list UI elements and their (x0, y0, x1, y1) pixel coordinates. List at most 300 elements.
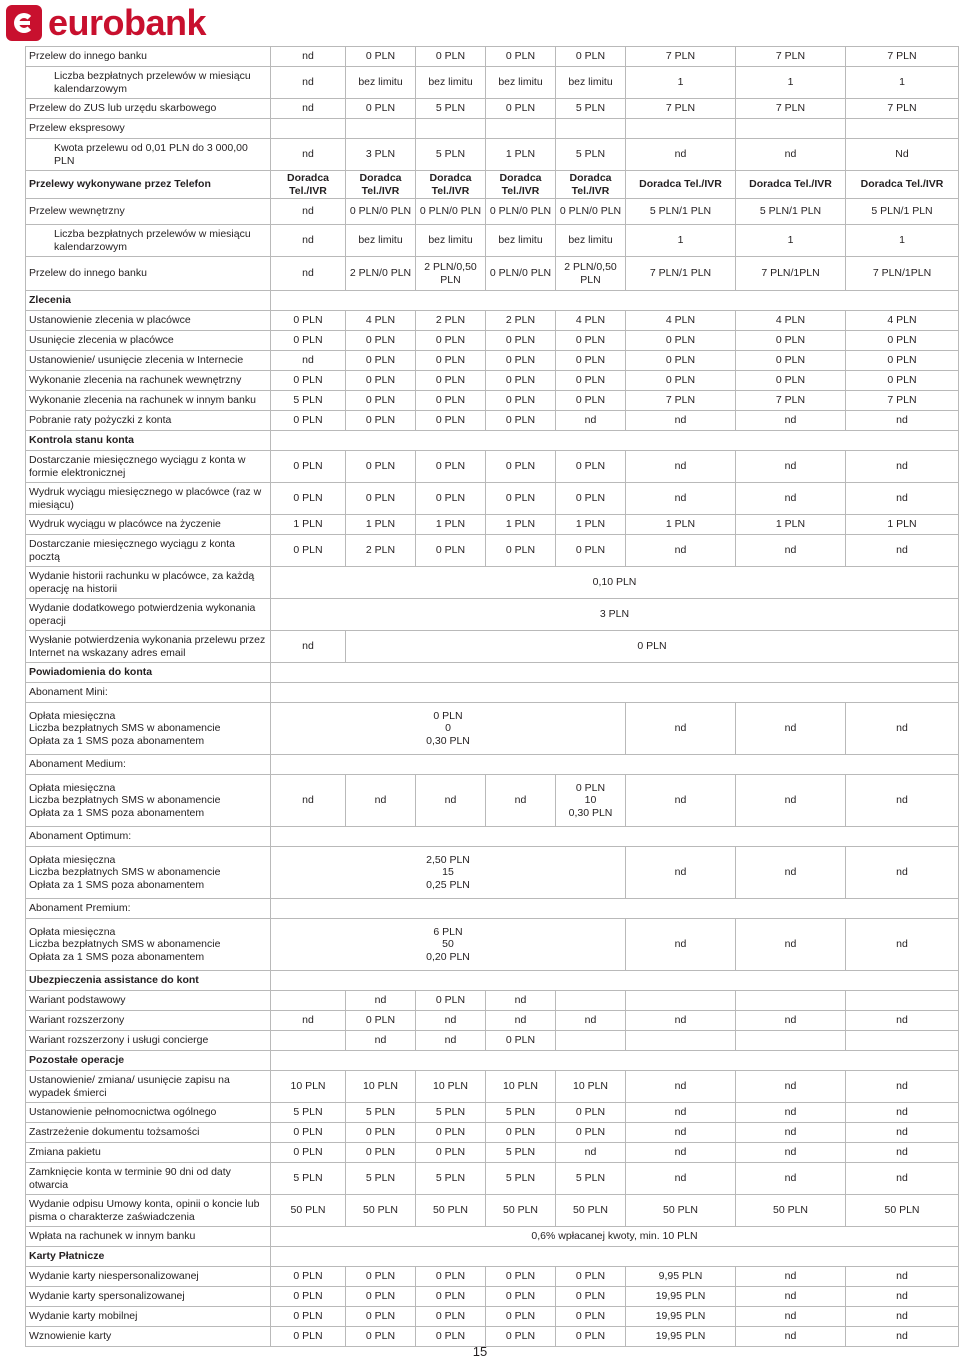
fee-cell: nd (626, 703, 736, 755)
table-row (26, 1163, 959, 1195)
row-label: Wariant rozszerzony i usługi concierge (26, 1031, 271, 1051)
table-row (26, 1287, 959, 1307)
fee-cell: 0,10 PLN (271, 567, 959, 599)
fee-cell: 0 PLN (486, 451, 556, 483)
fee-cell: 0 PLN (416, 535, 486, 567)
row-label: Przelew do ZUS lub urzędu skarbowego (26, 99, 271, 119)
fee-cell: 0 PLN (846, 371, 959, 391)
fee-cell: nd (736, 1071, 846, 1103)
table-row (26, 391, 959, 411)
fee-cell: 10 PLN (486, 1071, 556, 1103)
fee-cell: 5 PLN (271, 391, 346, 411)
row-label: Usunięcie zlecenia w placówce (26, 331, 271, 351)
empty-cell (271, 971, 959, 991)
row-label: Liczba bezpłatnych przelewów w miesiącu kalendarzowym (26, 67, 271, 99)
fee-cell: 1 (846, 67, 959, 99)
row-label: Abonament Medium: (26, 755, 271, 775)
fee-cell: 0 PLN (416, 411, 486, 431)
fee-cell: nd (846, 1103, 959, 1123)
row-label: Abonament Mini: (26, 683, 271, 703)
section-heading: Pozostałe operacje (26, 1051, 271, 1071)
fee-cell: 0 PLN (486, 1307, 556, 1327)
fee-cell: nd (736, 1287, 846, 1307)
fee-cell: 0 PLN (346, 391, 416, 411)
fee-cell: 0 PLN (346, 331, 416, 351)
row-label: Kwota przelewu od 0,01 PLN do 3 000,00 PLN (26, 139, 271, 171)
fee-cell: 0 PLN (486, 351, 556, 371)
fee-cell: 50 PLN (486, 1195, 556, 1227)
empty-cell (556, 1031, 626, 1051)
brand-logo (6, 4, 206, 42)
fee-cell: 0 PLN (346, 1123, 416, 1143)
fee-cell: 0 PLN (271, 1143, 346, 1163)
fee-cell: 5 PLN/1 PLN (736, 199, 846, 225)
table-row (26, 411, 959, 431)
fee-cell: 50 PLN (736, 1195, 846, 1227)
fee-cell: 0 PLN (486, 1287, 556, 1307)
fee-cell: 0 PLN (271, 1267, 346, 1287)
fee-cell: nd (271, 139, 346, 171)
row-label: Pobranie raty pożyczki z konta (26, 411, 271, 431)
row-label: Opłata miesięczna Liczba bezpłatnych SMS w abonamencie Opłata za 1 SMS poza abonamentem (26, 919, 271, 971)
empty-cell (556, 991, 626, 1011)
fee-cell: 0 PLN (626, 351, 736, 371)
row-label: Wydruk wyciągu w placówce na życzenie (26, 515, 271, 535)
fee-cell: 0 PLN (271, 535, 346, 567)
fee-cell: 0 PLN (556, 1287, 626, 1307)
fee-cell: 3 PLN (346, 139, 416, 171)
table-row (26, 599, 959, 631)
empty-cell (626, 1031, 736, 1051)
fee-cell: 5 PLN (271, 1163, 346, 1195)
fee-cell: 1 PLN (556, 515, 626, 535)
fee-cell: nd (626, 535, 736, 567)
table-row (26, 567, 959, 599)
fee-cell (626, 119, 736, 139)
fee-cell: 10 PLN (556, 1071, 626, 1103)
fee-cell: bez limitu (416, 67, 486, 99)
table-row (26, 47, 959, 67)
fee-cell: 0 PLN (416, 1307, 486, 1327)
fee-cell: 0 PLN (416, 1123, 486, 1143)
table-row (26, 199, 959, 225)
fee-cell: 0 PLN (556, 1267, 626, 1287)
table-row (26, 257, 959, 291)
fee-cell: 5 PLN (556, 139, 626, 171)
fee-cell: Doradca Tel./IVR (626, 171, 736, 199)
fee-cell: 0 PLN (486, 1123, 556, 1143)
row-label: Ustanowienie pełnomocnictwa ogólnego (26, 1103, 271, 1123)
fee-cell: nd (846, 1163, 959, 1195)
fee-cell: 0 PLN (416, 991, 486, 1011)
fee-cell (556, 119, 626, 139)
row-label: Przelew do innego banku (26, 257, 271, 291)
fee-cell: 0 PLN (346, 99, 416, 119)
table-row (26, 451, 959, 483)
fee-cell: 0 PLN (416, 371, 486, 391)
empty-cell (626, 991, 736, 1011)
fee-cell: bez limitu (556, 225, 626, 257)
fee-cell: 1 (736, 225, 846, 257)
fee-cell: nd (736, 139, 846, 171)
fee-cell: 7 PLN/1 PLN (626, 257, 736, 291)
fee-cell: 0 PLN (556, 331, 626, 351)
empty-cell (736, 991, 846, 1011)
fee-cell: nd (736, 1327, 846, 1347)
fee-cell: nd (846, 1071, 959, 1103)
fee-cell: 0 PLN (416, 483, 486, 515)
fee-cell: 0 PLN (346, 1011, 416, 1031)
fee-cell: Doradca Tel./IVR (556, 171, 626, 199)
fee-cell: 7 PLN/1PLN (736, 257, 846, 291)
fee-cell: 50 PLN (271, 1195, 346, 1227)
fee-cell: 5 PLN (486, 1163, 556, 1195)
fee-cell: 2 PLN (486, 311, 556, 331)
fee-cell (271, 119, 346, 139)
fee-cell: 0 PLN (556, 1327, 626, 1347)
fee-cell: 0 PLN (271, 331, 346, 351)
section-heading: Powiadomienia do konta (26, 663, 271, 683)
fee-cell: nd (626, 483, 736, 515)
fee-cell: 5 PLN (271, 1103, 346, 1123)
table-row (26, 67, 959, 99)
table-row (26, 139, 959, 171)
fee-cell: nd (486, 1011, 556, 1031)
table-row (26, 1071, 959, 1103)
fee-cell: 5 PLN (556, 1163, 626, 1195)
fee-cell: 50 PLN (556, 1195, 626, 1227)
fee-cell: 0 PLN (486, 535, 556, 567)
table-row (26, 171, 959, 199)
fee-cell: nd (736, 535, 846, 567)
fee-cell: 0 PLN (626, 371, 736, 391)
fee-cell: 7 PLN (846, 99, 959, 119)
row-label: Przelew ekspresowy (26, 119, 271, 139)
row-label: Przelewy wykonywane przez Telefon (26, 171, 271, 199)
eurobank-logo-icon (6, 5, 42, 41)
fee-cell: 0 PLN 0 0,30 PLN (271, 703, 626, 755)
fee-cell: Doradca Tel./IVR (736, 171, 846, 199)
fee-cell: 0 PLN (271, 1287, 346, 1307)
table-row (26, 775, 959, 827)
fee-cell: 7 PLN/1PLN (846, 257, 959, 291)
fee-cell: nd (626, 1011, 736, 1031)
fee-cell: nd (736, 1143, 846, 1163)
table-row (26, 919, 959, 971)
fee-cell: 5 PLN/1 PLN (626, 199, 736, 225)
fee-cell: 0 PLN (346, 47, 416, 67)
fee-cell: 0 PLN (846, 331, 959, 351)
fee-cell: 10 PLN (416, 1071, 486, 1103)
fee-cell: 1 (626, 225, 736, 257)
page-number: 15 (472, 1344, 488, 1359)
fee-cell: 0 PLN (556, 391, 626, 411)
row-label: Wydruk wyciągu miesięcznego w placówce (raz w miesiącu) (26, 483, 271, 515)
row-label: Dostarczanie miesięcznego wyciągu z konta w formie elektronicznej (26, 451, 271, 483)
fee-cell: nd (626, 1071, 736, 1103)
fee-cell: nd (736, 411, 846, 431)
table-row (26, 331, 959, 351)
fee-cell: 0 PLN (556, 1103, 626, 1123)
fee-cell: nd (271, 1011, 346, 1031)
row-label: Wydanie karty mobilnej (26, 1307, 271, 1327)
fee-cell: nd (846, 1011, 959, 1031)
fee-cell: 0 PLN (556, 351, 626, 371)
fee-cell: 0 PLN (556, 47, 626, 67)
fee-cell: 50 PLN (416, 1195, 486, 1227)
fee-cell: nd (626, 775, 736, 827)
section-row (26, 663, 959, 683)
fee-cell: nd (736, 451, 846, 483)
fee-cell: nd (846, 535, 959, 567)
fee-cell: 7 PLN (846, 391, 959, 411)
empty-cell (736, 1031, 846, 1051)
fee-cell: nd (846, 1327, 959, 1347)
fee-cell: nd (736, 919, 846, 971)
empty-cell (271, 1051, 959, 1071)
section-heading: Kontrola stanu konta (26, 431, 271, 451)
fee-cell: 5 PLN (416, 1163, 486, 1195)
row-label: Ustanowienie/ usunięcie zlecenia w Internecie (26, 351, 271, 371)
empty-cell (271, 431, 959, 451)
row-label: Wykonanie zlecenia na rachunek w innym banku (26, 391, 271, 411)
empty-cell (271, 1031, 346, 1051)
fee-cell: 0 PLN (486, 1327, 556, 1347)
fee-cell: nd (271, 47, 346, 67)
fee-cell: bez limitu (486, 225, 556, 257)
fee-cell: 0 PLN (416, 47, 486, 67)
row-label: Dostarczanie miesięcznego wyciągu z konta pocztą (26, 535, 271, 567)
empty-cell (271, 291, 959, 311)
fee-cell: 50 PLN (846, 1195, 959, 1227)
empty-cell (271, 991, 346, 1011)
section-row (26, 971, 959, 991)
fee-cell: 0 PLN (486, 391, 556, 411)
fee-cell (846, 119, 959, 139)
fee-cell: Doradca Tel./IVR (486, 171, 556, 199)
fee-table (25, 46, 959, 1347)
fee-cell: nd (736, 1267, 846, 1287)
fee-cell: nd (486, 991, 556, 1011)
table-row (26, 1011, 959, 1031)
fee-cell: Doradca Tel./IVR (346, 171, 416, 199)
fee-cell: 4 PLN (736, 311, 846, 331)
section-row (26, 291, 959, 311)
empty-cell (846, 1031, 959, 1051)
fee-cell: 0 PLN (736, 371, 846, 391)
row-label: Zamknięcie konta w terminie 90 dni od daty otwarcia (26, 1163, 271, 1195)
table-row (26, 1103, 959, 1123)
fee-cell: nd (846, 775, 959, 827)
fee-cell: 0 PLN (346, 1143, 416, 1163)
row-label: Wydanie dodatkowego potwierdzenia wykonania operacji (26, 599, 271, 631)
fee-cell: 1 PLN (486, 139, 556, 171)
empty-cell (846, 991, 959, 1011)
row-label: Zastrzeżenie dokumentu tożsamości (26, 1123, 271, 1143)
fee-cell: 0 PLN (556, 483, 626, 515)
fee-cell: nd (626, 411, 736, 431)
fee-cell: 0 PLN (271, 1123, 346, 1143)
fee-cell: 5 PLN (346, 1103, 416, 1123)
fee-cell: nd (416, 1031, 486, 1051)
fee-cell: 0 PLN (271, 411, 346, 431)
fee-cell: 0 PLN (846, 351, 959, 371)
fee-cell: nd (846, 703, 959, 755)
section-heading: Zlecenia (26, 291, 271, 311)
fee-cell: nd (271, 225, 346, 257)
fee-cell: 5 PLN (416, 139, 486, 171)
fee-cell: 2 PLN/0 PLN (346, 257, 416, 291)
fee-cell: nd (271, 67, 346, 99)
fee-cell: 0 PLN (486, 371, 556, 391)
fee-cell: 19,95 PLN (626, 1307, 736, 1327)
row-label: Wydanie odpisu Umowy konta, opinii o koncie lub pisma o charakterze zaświadczenia (26, 1195, 271, 1227)
empty-cell (271, 755, 959, 775)
fee-cell: nd (626, 1163, 736, 1195)
fee-cell: 0 PLN (486, 1267, 556, 1287)
fee-cell: nd (736, 1163, 846, 1195)
fee-cell: 0 PLN (271, 1307, 346, 1327)
fee-cell: 0 PLN (416, 391, 486, 411)
fee-cell: bez limitu (556, 67, 626, 99)
row-label: Wznowienie karty (26, 1327, 271, 1347)
fee-cell: nd (846, 411, 959, 431)
fee-cell: 0 PLN (556, 1123, 626, 1143)
fee-cell: 0 PLN (346, 371, 416, 391)
fee-cell: nd (736, 1123, 846, 1143)
fee-cell: nd (271, 257, 346, 291)
fee-cell: 19,95 PLN (626, 1287, 736, 1307)
table-row (26, 1031, 959, 1051)
fee-cell: 2,50 PLN 15 0,25 PLN (271, 847, 626, 899)
fee-cell: nd (556, 411, 626, 431)
fee-cell: nd (846, 919, 959, 971)
fee-cell: 50 PLN (346, 1195, 416, 1227)
fee-cell: nd (846, 483, 959, 515)
fee-cell: 7 PLN (626, 99, 736, 119)
table-row (26, 1227, 959, 1247)
table-row (26, 755, 959, 775)
fee-cell: 1 (626, 67, 736, 99)
fee-cell: 7 PLN (846, 47, 959, 67)
fee-cell: 5 PLN (416, 99, 486, 119)
fee-cell: 7 PLN (626, 47, 736, 67)
fee-cell: 0 PLN (346, 351, 416, 371)
fee-cell: bez limitu (486, 67, 556, 99)
empty-cell (271, 1247, 959, 1267)
fee-cell: nd (736, 775, 846, 827)
fee-cell: 0,6% wpłacanej kwoty, min. 10 PLN (271, 1227, 959, 1247)
row-label: Ustanowienie/ zmiana/ usunięcie zapisu na wypadek śmierci (26, 1071, 271, 1103)
fee-cell: bez limitu (416, 225, 486, 257)
fee-cell: 2 PLN/0,50 PLN (556, 257, 626, 291)
fee-cell: 1 PLN (626, 515, 736, 535)
table-row (26, 1267, 959, 1287)
fee-cell: 0 PLN (346, 411, 416, 431)
fee-cell: 0 PLN (556, 371, 626, 391)
row-label: Wydanie karty niespersonalizowanej (26, 1267, 271, 1287)
table-row (26, 1195, 959, 1227)
table-row (26, 703, 959, 755)
table-row (26, 535, 959, 567)
fee-cell: 5 PLN (556, 99, 626, 119)
fee-cell: nd (271, 199, 346, 225)
table-row (26, 1143, 959, 1163)
fee-cell: nd (416, 775, 486, 827)
fee-cell: 5 PLN/1 PLN (846, 199, 959, 225)
table-row (26, 899, 959, 919)
section-heading: Karty Płatnicze (26, 1247, 271, 1267)
fee-cell: nd (271, 775, 346, 827)
fee-cell: nd (736, 703, 846, 755)
fee-cell: Doradca Tel./IVR (271, 171, 346, 199)
row-label: Wariant rozszerzony (26, 1011, 271, 1031)
fee-cell: 50 PLN (626, 1195, 736, 1227)
fee-cell: 0 PLN (486, 47, 556, 67)
fee-cell: 0 PLN (486, 411, 556, 431)
table-row (26, 99, 959, 119)
fee-cell: 0 PLN (626, 331, 736, 351)
fee-cell: 0 PLN (416, 331, 486, 351)
fee-cell: 0 PLN (271, 1327, 346, 1347)
fee-cell: nd (846, 1307, 959, 1327)
empty-cell (271, 827, 959, 847)
table-row (26, 119, 959, 139)
table-row (26, 371, 959, 391)
fee-cell: 5 PLN (486, 1143, 556, 1163)
table-row (26, 515, 959, 535)
row-label: Opłata miesięczna Liczba bezpłatnych SMS w abonamencie Opłata za 1 SMS poza abonamentem (26, 775, 271, 827)
fee-cell: bez limitu (346, 225, 416, 257)
table-row (26, 827, 959, 847)
fee-cell: nd (846, 847, 959, 899)
fee-cell: nd (626, 847, 736, 899)
fee-cell: 0 PLN (346, 451, 416, 483)
fee-cell: 6 PLN 50 0,20 PLN (271, 919, 626, 971)
fee-cell: 0 PLN/0 PLN (346, 199, 416, 225)
fee-cell: nd (626, 919, 736, 971)
fee-cell: 4 PLN (846, 311, 959, 331)
fee-cell: 0 PLN (736, 351, 846, 371)
fee-cell: 2 PLN/0,50 PLN (416, 257, 486, 291)
fee-cell: nd (556, 1143, 626, 1163)
fee-cell: 0 PLN (416, 1287, 486, 1307)
fee-cell: 0 PLN (486, 483, 556, 515)
fee-cell: 7 PLN (736, 391, 846, 411)
fee-cell: 2 PLN (346, 535, 416, 567)
fee-cell: 3 PLN (271, 599, 959, 631)
table-row (26, 1307, 959, 1327)
row-label: Ustanowienie zlecenia w placówce (26, 311, 271, 331)
fee-cell: nd (486, 775, 556, 827)
fee-cell: 19,95 PLN (626, 1327, 736, 1347)
row-label: Wpłata na rachunek w innym banku (26, 1227, 271, 1247)
table-row (26, 351, 959, 371)
fee-cell: 10 PLN (271, 1071, 346, 1103)
row-label: Wysłanie potwierdzenia wykonania przelewu przez Internet na wskazany adres email (26, 631, 271, 663)
fee-cell: 0 PLN (271, 371, 346, 391)
fee-cell: 0 PLN (416, 451, 486, 483)
fee-cell: 0 PLN (416, 1327, 486, 1347)
fee-cell: 5 PLN (486, 1103, 556, 1123)
fee-cell: 0 PLN/0 PLN (486, 199, 556, 225)
fee-cell: 4 PLN (556, 311, 626, 331)
fee-cell: nd (626, 139, 736, 171)
row-label: Abonament Premium: (26, 899, 271, 919)
row-label: Opłata miesięczna Liczba bezpłatnych SMS w abonamencie Opłata za 1 SMS poza abonamentem (26, 847, 271, 899)
fee-cell: 1 (736, 67, 846, 99)
row-label: Liczba bezpłatnych przelewów w miesiącu kalendarzowym (26, 225, 271, 257)
